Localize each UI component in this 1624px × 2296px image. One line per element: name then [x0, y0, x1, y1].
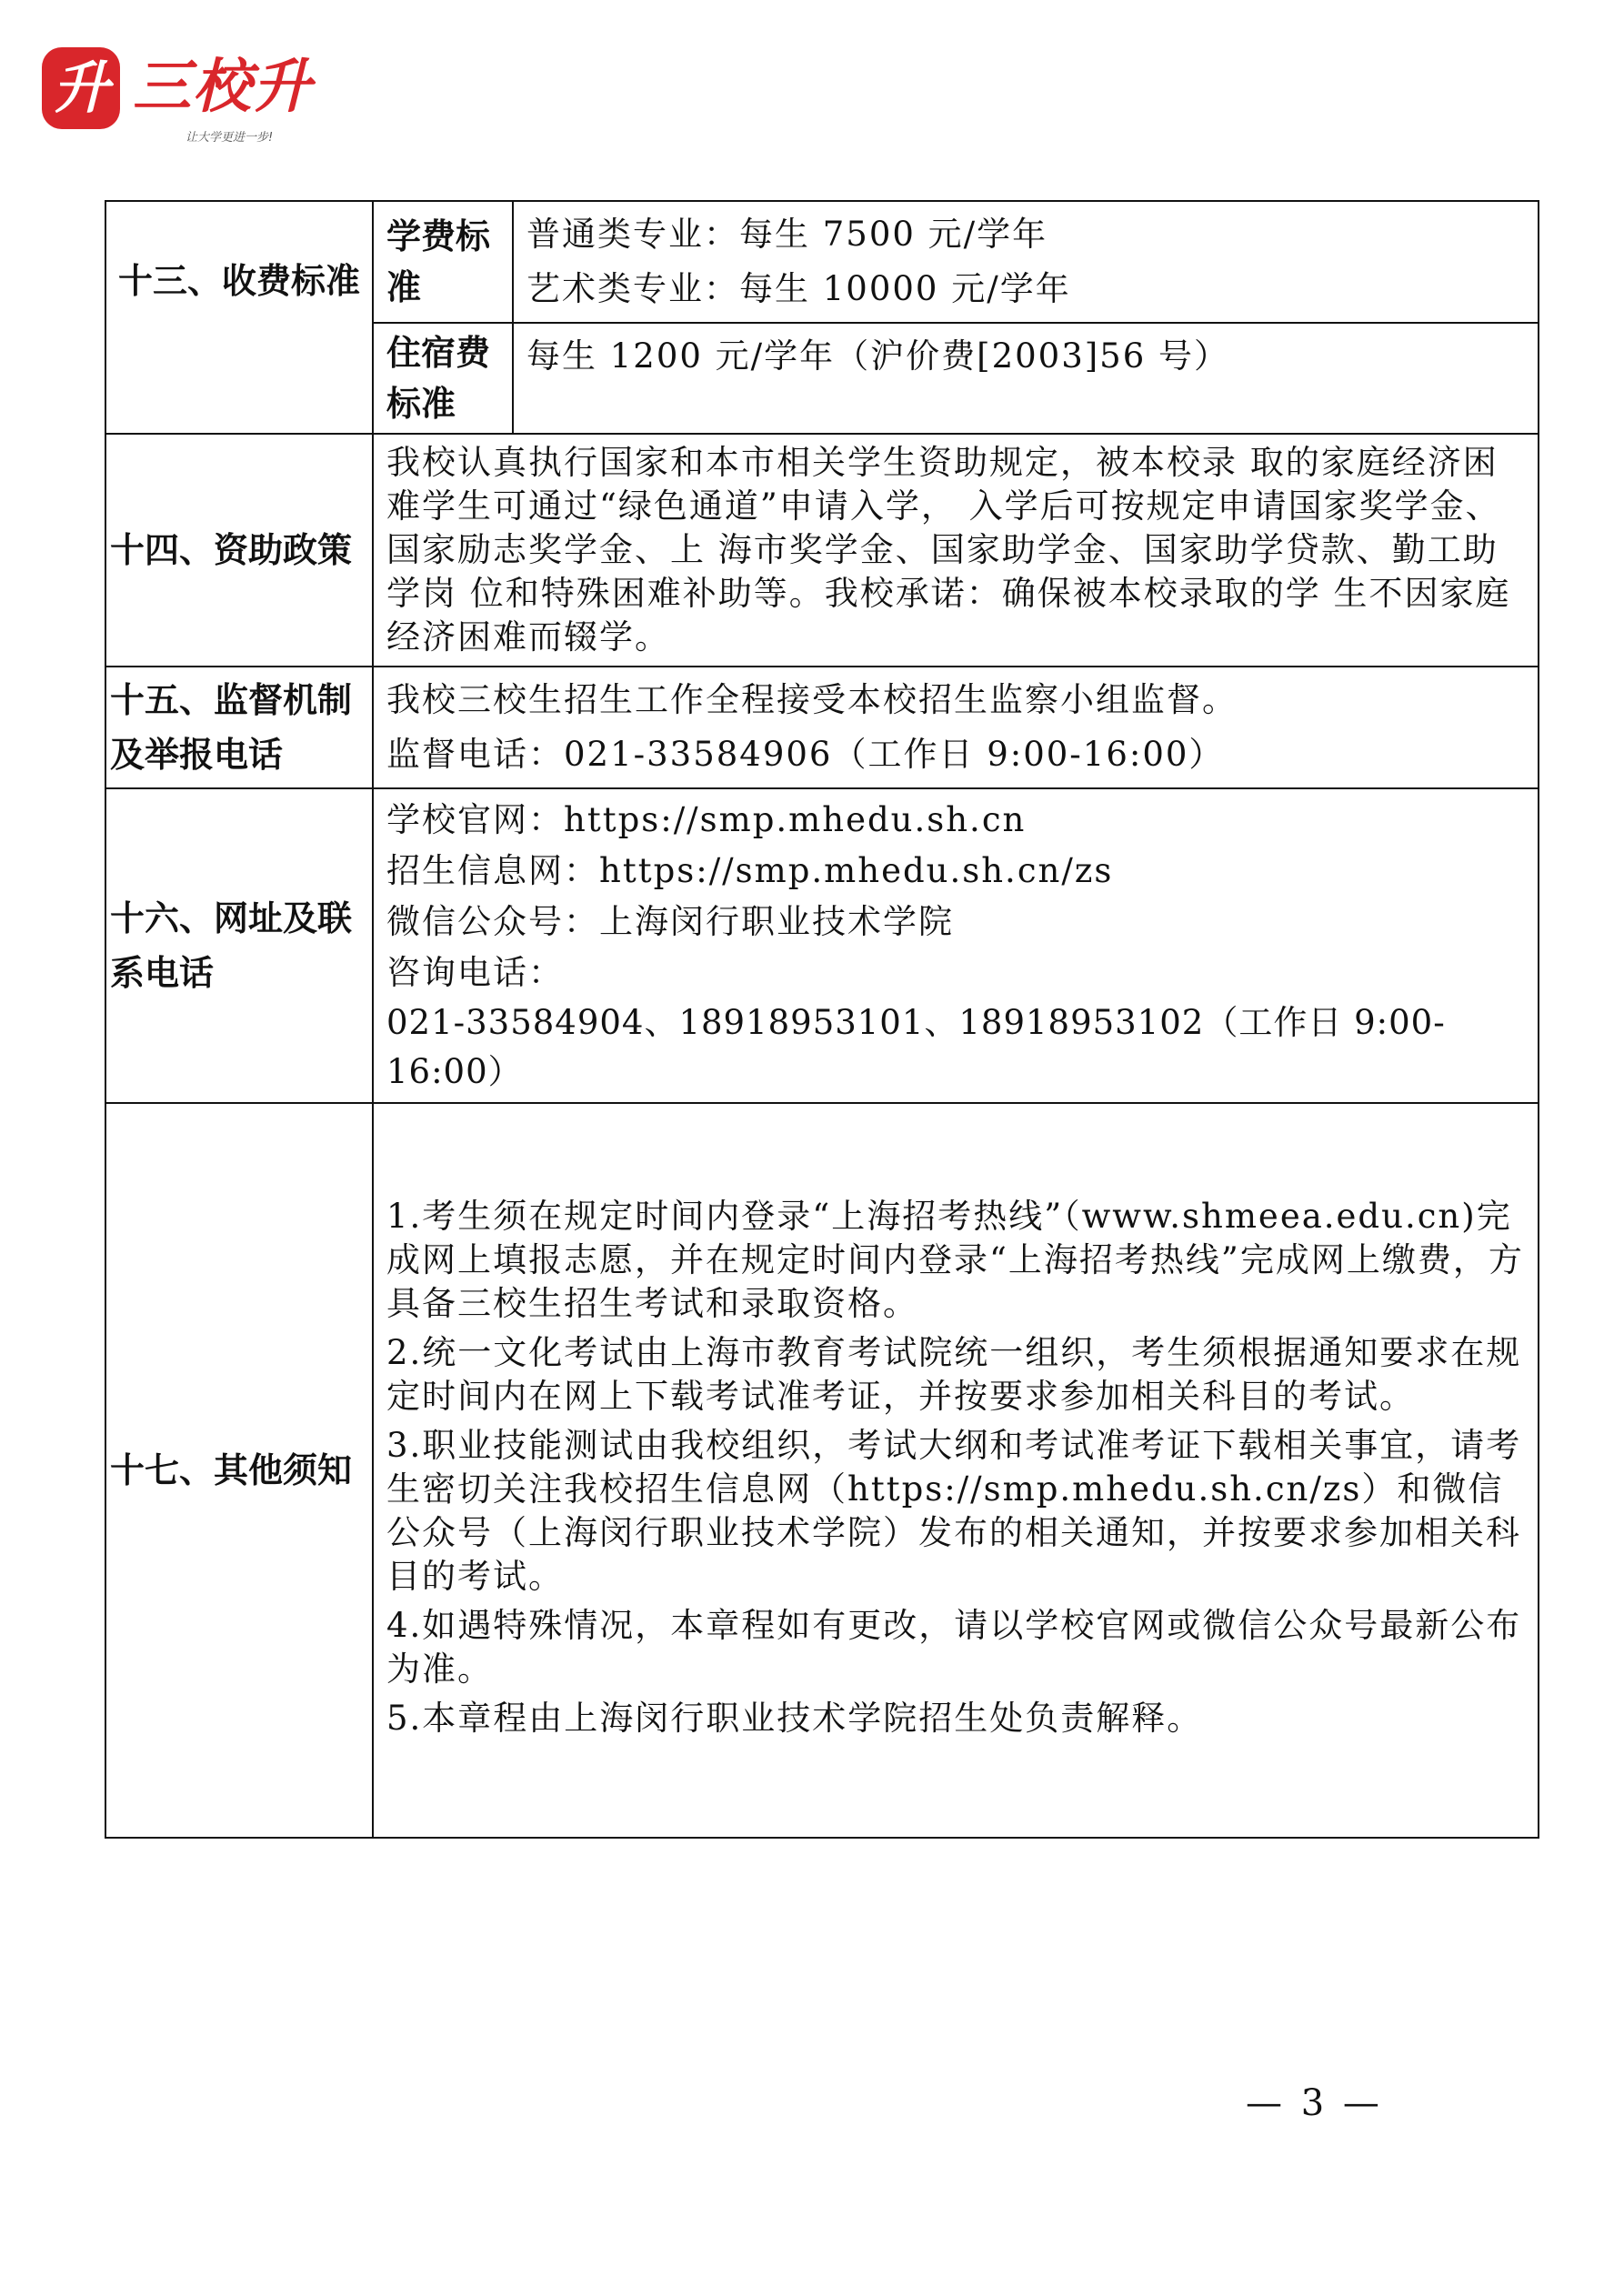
list-item: 1.考生须在规定时间内登录“上海招考热线”（www.shmeea.edu.cn)完成网上填报志愿，并在规定时间内登录“上海招考热线”完成网上缴费，方具备三校生招生考试和录取资格。: [386, 1197, 1524, 1323]
supervision-content-cell: [373, 667, 1539, 788]
contact-wechat: 微信公众号：上海闵行职业技术学院: [386, 902, 954, 941]
logo-badge-icon: 升: [42, 47, 120, 129]
supervision-phone: 监督电话：021-33584906（工作日 9:00-16:00）: [386, 735, 1225, 774]
list-item: 4.如遇特殊情况，本章程如有更改，请以学校官网或微信公众号最新公布为准。: [386, 1606, 1522, 1689]
contact-phone-label: 咨询电话：: [386, 953, 564, 992]
dorm-text: 每生 1200 元/学年（沪价费[2003]56 号）: [526, 336, 1230, 376]
dorm-content-cell: [513, 323, 1539, 434]
supervision-label-cell: [105, 667, 373, 788]
tuition-label-cell: [373, 201, 513, 323]
list-item: 5.本章程由上海闵行职业技术学院招生处负责解释。: [386, 1699, 1203, 1738]
aid-content-cell: [373, 434, 1539, 667]
brand-logo: [16, 33, 335, 169]
contact-admissions-site[interactable]: 招生信息网：https://smp.mhedu.sh.cn/zs: [386, 851, 1114, 890]
tuition-label: 学费标准: [386, 216, 491, 307]
other-label-cell: [105, 1103, 373, 1838]
supervision-label: 十五、监督机制及举报电话: [110, 680, 353, 775]
logo-slogan: 让大学更进一步!: [185, 131, 274, 145]
tuition-content-cell: [513, 201, 1539, 323]
other-label: 十七、其他须知: [110, 1450, 353, 1490]
aid-text: 我校认真执行国家和本市相关学生资助规定，被本校录 取的家庭经济困难学生可通过“绿色通道”申请入学， 入学后可按规定申请国家奖学金、国家励志奖学金、上 海市奖学金、国家助学金、国家助学贷款、勤工助学岗 位和特殊困难补助等。我校承诺：确保被本校录取的学 生不因家庭经济困难而辍学。: [386, 443, 1511, 657]
table-row-aid: [105, 434, 1539, 667]
tuition-line-general: 普通类专业：每生 7500 元/学年: [526, 215, 1048, 254]
fees-label: 十三、收费标准: [117, 261, 360, 301]
dorm-label: 住宿费标准: [386, 333, 491, 424]
list-item: 2.统一文化考试由上海市教育考试院统一组织，考生须根据通知要求在规定时间内在网上下载考试准考证，并按要求参加相关科目的考试。: [386, 1333, 1522, 1416]
supervision-line: 我校三校生招生工作全程接受本校招生监察小组监督。: [386, 680, 1238, 719]
table-row-contact: [105, 788, 1539, 1103]
contact-website[interactable]: 学校官网：https://smp.mhedu.sh.cn: [386, 800, 1027, 839]
fees-label-cell: [105, 201, 373, 434]
contact-label: 十六、网址及联系电话: [110, 898, 353, 993]
dorm-label-cell: [373, 323, 513, 434]
logo-text: 三校升: [133, 54, 313, 121]
contact-content-cell: [373, 788, 1539, 1103]
aid-label: 十四、资助政策: [110, 530, 353, 570]
table-row-fees-tuition: [105, 201, 1539, 323]
other-content-cell: [373, 1103, 1539, 1838]
page-number: — 3 —: [1246, 2082, 1383, 2124]
table-row-supervision: [105, 667, 1539, 788]
list-item: 3.职业技能测试由我校组织，考试大纲和考试准考证下载相关事宜，请考生密切关注我校招生信息网（https://smp.mhedu.sh.cn/zs）和微信公众号（上海闵行职业技术学院）发布的相关通知，并按要求参加相关科目的考试。: [386, 1426, 1522, 1596]
aid-label-cell: [105, 434, 373, 667]
contact-label-cell: [105, 788, 373, 1103]
contact-phones: 021-33584904、18918953101、18918953102（工作日 9:00-16:00）: [386, 1003, 1446, 1091]
admissions-table: [105, 200, 1539, 1839]
table-row-other: [105, 1103, 1539, 1838]
tuition-line-art: 艺术类专业：每生 10000 元/学年: [526, 269, 1071, 308]
